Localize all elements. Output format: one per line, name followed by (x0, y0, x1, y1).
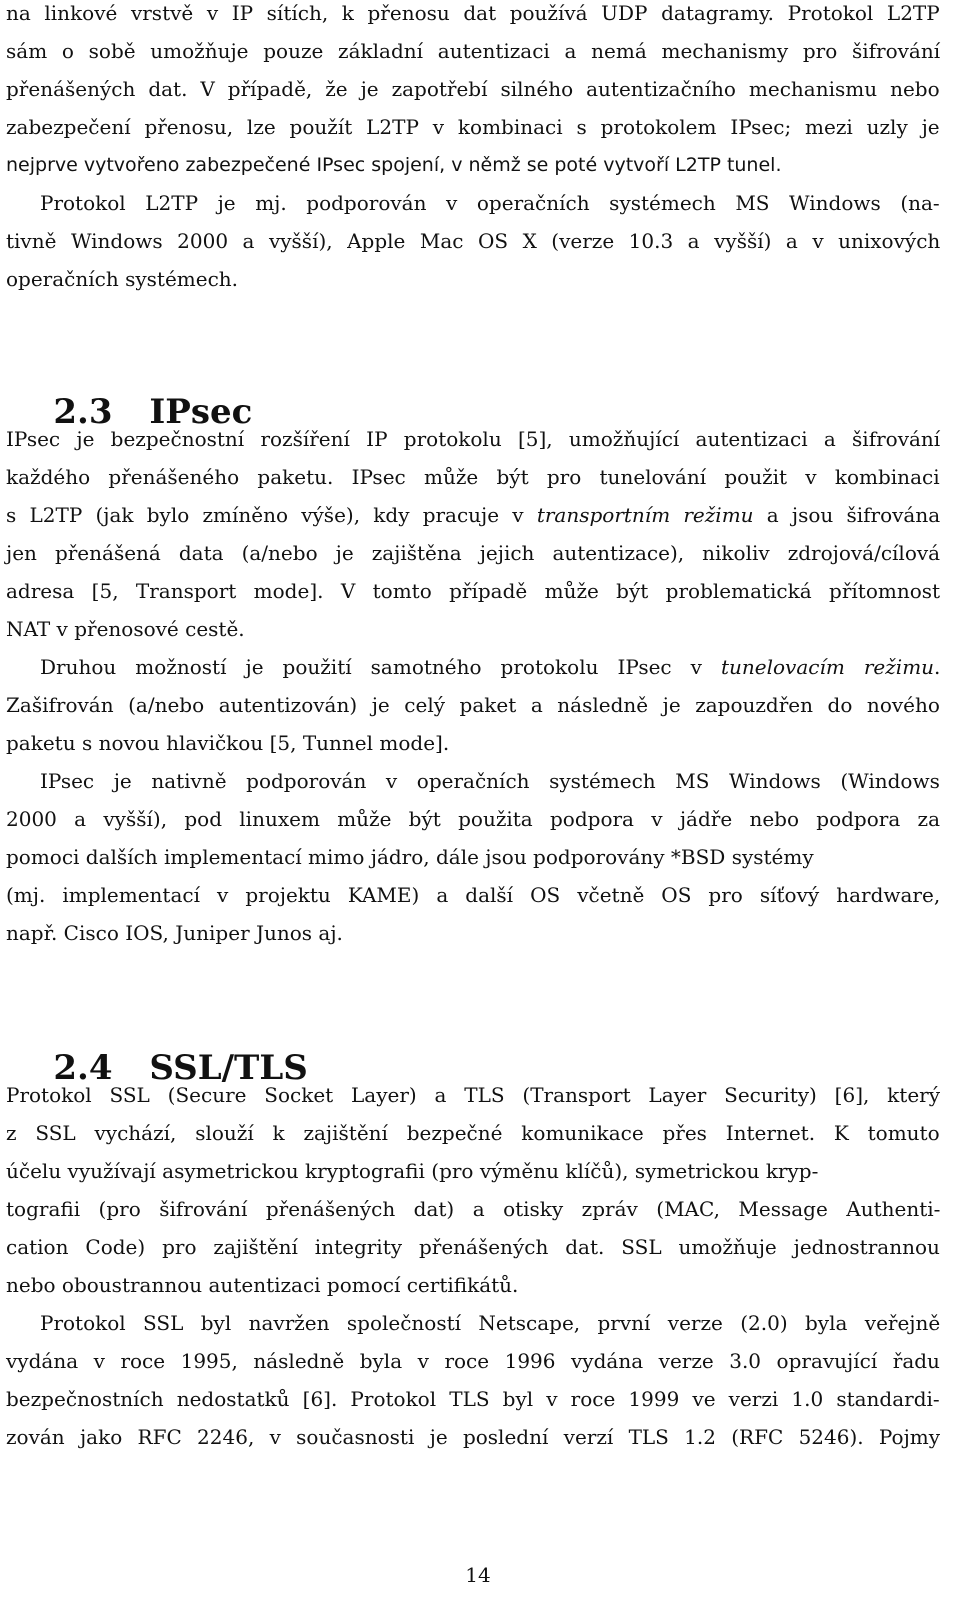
text-fragment: Druhou možností je použití samotného protokolu IPsec v (40, 655, 721, 679)
text-line: nejprve vytvořeno zabezpečené IPsec spojení, v němž se poté vytvoří L2TP tunel. (6, 154, 782, 176)
text-line: Protokol SSL (Secure Socket Layer) a TLS (Transport Layer Security) [6], který (6, 1083, 941, 1107)
text-line: z SSL vychází, slouží k zajištění bezpečné komunikace přes Internet. K tomuto (6, 1121, 940, 1145)
text-line: jen přenášená data (a/nebo je zajištěna jejich autentizace), nikoliv zdrojová/cílová (6, 541, 941, 565)
text-fragment: . (934, 655, 941, 679)
page-number: 14 (465, 1563, 491, 1587)
text-line: přenášených dat. V případě, že je zapotřebí silného autentizačního mechanismu nebo (6, 77, 940, 101)
text-line: sám o sobě umožňuje pouze základní autentizaci a nemá mechanismy pro šifrování (6, 39, 941, 63)
text-line: IPsec je bezpečnostní rozšíření IP protokolu [5], umožňující autentizaci a šifrování (6, 427, 941, 451)
text-line: NAT v přenosové cestě. (6, 617, 245, 641)
section-number: 2.3 (53, 392, 113, 432)
text-line: IPsec je nativně podporován v operačních systémech MS Windows (Windows (40, 769, 940, 793)
text-line: Zašifrován (a/nebo autentizován) je celý paket a následně je zapouzdřen do nového (6, 693, 940, 717)
text-line: nebo oboustrannou autentizaci pomocí certifikátů. (6, 1273, 519, 1297)
section-title: IPsec (149, 392, 253, 432)
text-line: adresa [5, Transport mode]. V tomto případě může být problematická přítomnost (6, 579, 941, 603)
text-line: každého přenášeného paketu. IPsec může být pro tunelování použit v kombinaci (6, 465, 940, 489)
text-line (40, 654, 940, 680)
italic-term: tunelovacím režimu (720, 655, 935, 679)
text-line (6, 502, 940, 528)
section-heading-ssl-tls (6, 1008, 308, 1128)
text-line: tografii (pro šifrování přenášených dat) a otisky zpráv (MAC, Message Authenti- (6, 1197, 941, 1221)
text-line: pomoci dalších implementací mimo jádro, dále jsou podporovány *BSD systémy (6, 845, 814, 869)
text-fragment: s L2TP (jak bylo zmíněno výše), kdy pracuje v (6, 503, 537, 527)
italic-term: transportním režimu (536, 503, 754, 527)
text-line: Protokol L2TP je mj. podporován v operačních systémech MS Windows (na- (40, 191, 940, 215)
text-line: vydána v roce 1995, následně byla v roce 1996 vydána verze 3.0 opravující řadu (6, 1349, 940, 1373)
text-line: paketu s novou hlavičkou [5, Tunnel mode]. (6, 731, 450, 755)
section-title: SSL/TLS (149, 1048, 308, 1088)
text-line: tivně Windows 2000 a vyšší), Apple Mac OS X (verze 10.3 a vyšší) a v unixových (6, 229, 941, 253)
text-line: na linkové vrstvě v IP sítích, k přenosu dat používá UDP datagramy. Protokol L2TP (6, 1, 940, 25)
text-line: zován jako RFC 2246, v současnosti je poslední verzí TLS 1.2 (RFC 5246). Pojmy (6, 1425, 941, 1449)
text-line: zabezpečení přenosu, lze použít L2TP v kombinaci s protokolem IPsec; mezi uzly je (6, 115, 940, 139)
text-fragment: a jsou šifrována (753, 503, 941, 527)
text-line: účelu využívají asymetrickou kryptografii (pro výměnu klíčů), symetrickou kryp- (6, 1159, 819, 1183)
text-line: (mj. implementací v projektu KAME) a další OS včetně OS pro síťový hardware, (6, 883, 941, 907)
text-line: např. Cisco IOS, Juniper Junos aj. (6, 921, 343, 945)
text-line: bezpečnostních nedostatků [6]. Protokol TLS byl v roce 1999 ve verzi 1.0 standardi- (6, 1387, 940, 1411)
section-number: 2.4 (53, 1048, 113, 1088)
text-line: Protokol SSL byl navržen společností Netscape, první verze (2.0) byla veřejně (40, 1311, 941, 1335)
section-heading-ipsec (6, 352, 252, 472)
text-line: cation Code) pro zajištění integrity přenášených dat. SSL umožňuje jednostrannou (6, 1235, 940, 1259)
text-line: operačních systémech. (6, 267, 239, 291)
text-line: 2000 a vyšší), pod linuxem může být použita podpora v jádře nebo podpora za (6, 807, 941, 831)
